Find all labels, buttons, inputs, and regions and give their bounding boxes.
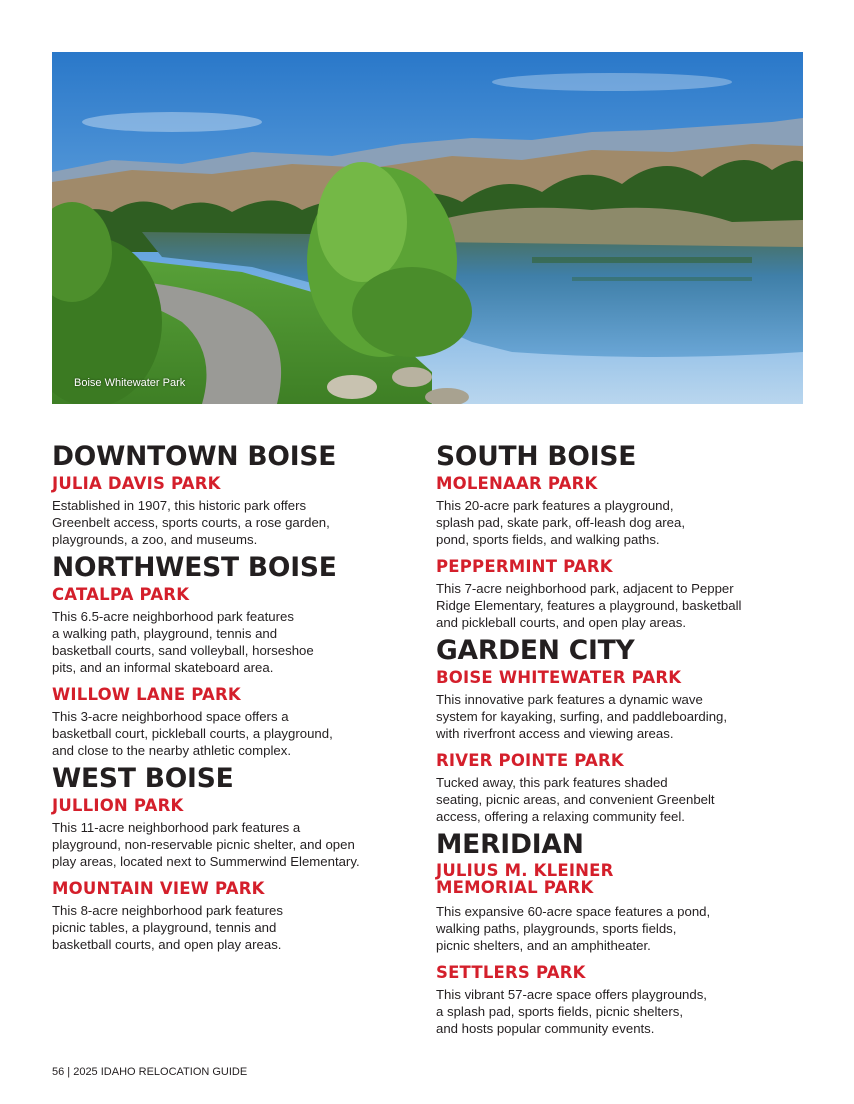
park-name: CATALPA PARK	[52, 585, 190, 604]
desc-line: This 11-acre neighborhood park features a	[52, 820, 301, 835]
region-northwest-boise	[52, 551, 424, 759]
region-downtown-boise	[52, 440, 424, 548]
desc-line: a walking path, playground, tennis and	[52, 626, 278, 641]
desc-line: basketball court, pickleball courts, a playground,	[52, 726, 333, 741]
desc-line: Greenbelt access, sports courts, a rose garden,	[52, 515, 330, 530]
park-name: SETTLERS PARK	[436, 963, 586, 982]
region-heading: WEST BOISE	[52, 763, 234, 794]
photo-caption: Boise Whitewater Park	[74, 377, 186, 389]
region-heading: GARDEN CITY	[436, 635, 635, 666]
desc-line: and pickleball courts, and open play areas.	[436, 615, 686, 630]
desc-line: pond, sports fields, and walking paths.	[436, 532, 660, 547]
region-heading: NORTHWEST BOISE	[52, 552, 337, 583]
desc-line: Established in 1907, this historic park offers	[52, 498, 307, 513]
desc-line: basketball courts, and open play areas.	[52, 937, 282, 952]
park-name: RIVER POINTE PARK	[436, 751, 624, 770]
park-description	[436, 691, 811, 742]
desc-line: This 6.5-acre neighborhood park features	[52, 609, 294, 624]
desc-line: walking paths, playgrounds, sports fields,	[436, 921, 677, 936]
park-name: MOLENAAR PARK	[436, 474, 598, 493]
region-south-boise	[436, 440, 811, 631]
park-description	[52, 708, 424, 759]
desc-line: This 20-acre park features a playground,	[436, 498, 674, 513]
desc-line: and close to the nearby athletic complex.	[52, 743, 291, 758]
left-column	[52, 440, 424, 953]
desc-line: This 7-acre neighborhood park, adjacent to Pepper	[436, 581, 734, 596]
desc-line: This vibrant 57-acre space offers playgrounds,	[436, 987, 707, 1002]
park-name	[436, 862, 811, 896]
park-name: JULIA DAVIS PARK	[52, 474, 221, 493]
park-landscape-image	[52, 52, 803, 404]
park-description	[52, 608, 424, 676]
desc-line: basketball courts, sand volleyball, horseshoe	[52, 643, 314, 658]
desc-line: and hosts popular community events.	[436, 1021, 655, 1036]
park-name-line: JULIUS M. KLEINER	[436, 861, 614, 880]
park-description	[436, 580, 811, 631]
desc-line: system for kayaking, surfing, and paddleboarding,	[436, 709, 728, 724]
page-footer: 56 | 2025 IDAHO RELOCATION GUIDE	[52, 1066, 248, 1078]
park-name-line: MEMORIAL PARK	[436, 878, 594, 897]
desc-line: This expansive 60-acre space features a pond,	[436, 904, 711, 919]
park-name: MOUNTAIN VIEW PARK	[52, 879, 265, 898]
desc-line: pits, and an informal skateboard area.	[52, 660, 274, 675]
park-name: PEPPERMINT PARK	[436, 557, 613, 576]
park-description	[52, 497, 424, 548]
park-name: BOISE WHITEWATER PARK	[436, 668, 682, 687]
desc-line: This innovative park features a dynamic wave	[436, 692, 703, 707]
desc-line: Ridge Elementary, features a playground, basketball	[436, 598, 742, 613]
desc-line: This 3-acre neighborhood space offers a	[52, 709, 289, 724]
right-column	[436, 440, 811, 1037]
park-name: WILLOW LANE PARK	[52, 685, 241, 704]
desc-line: with riverfront access and viewing areas.	[436, 726, 674, 741]
desc-line: a splash pad, sports fields, picnic shelters,	[436, 1004, 684, 1019]
desc-line: picnic shelters, and an amphitheater.	[436, 938, 651, 953]
desc-line: play areas, located next to Summerwind Elementary.	[52, 854, 360, 869]
desc-line: splash pad, skate park, off-leash dog area,	[436, 515, 686, 530]
desc-line: seating, picnic areas, and convenient Greenbelt	[436, 792, 715, 807]
desc-line: picnic tables, a playground, tennis and	[52, 920, 277, 935]
region-garden-city	[436, 634, 811, 825]
region-heading: SOUTH BOISE	[436, 441, 637, 472]
desc-line: playground, non-reservable picnic shelter, and open	[52, 837, 355, 852]
region-heading: MERIDIAN	[436, 829, 584, 860]
park-description	[436, 986, 811, 1037]
park-description	[436, 903, 811, 954]
park-name: JULLION PARK	[52, 796, 184, 815]
desc-line: This 8-acre neighborhood park features	[52, 903, 283, 918]
desc-line: access, offering a relaxing community feel.	[436, 809, 685, 824]
hero-photo	[52, 52, 803, 404]
park-description	[436, 497, 811, 548]
region-meridian	[436, 828, 811, 1037]
desc-line: Tucked away, this park features shaded	[436, 775, 668, 790]
park-description	[52, 819, 424, 870]
desc-line: playgrounds, a zoo, and museums.	[52, 532, 258, 547]
region-west-boise	[52, 762, 424, 953]
park-description	[436, 774, 811, 825]
region-heading: DOWNTOWN BOISE	[52, 441, 337, 472]
park-description	[52, 902, 424, 953]
